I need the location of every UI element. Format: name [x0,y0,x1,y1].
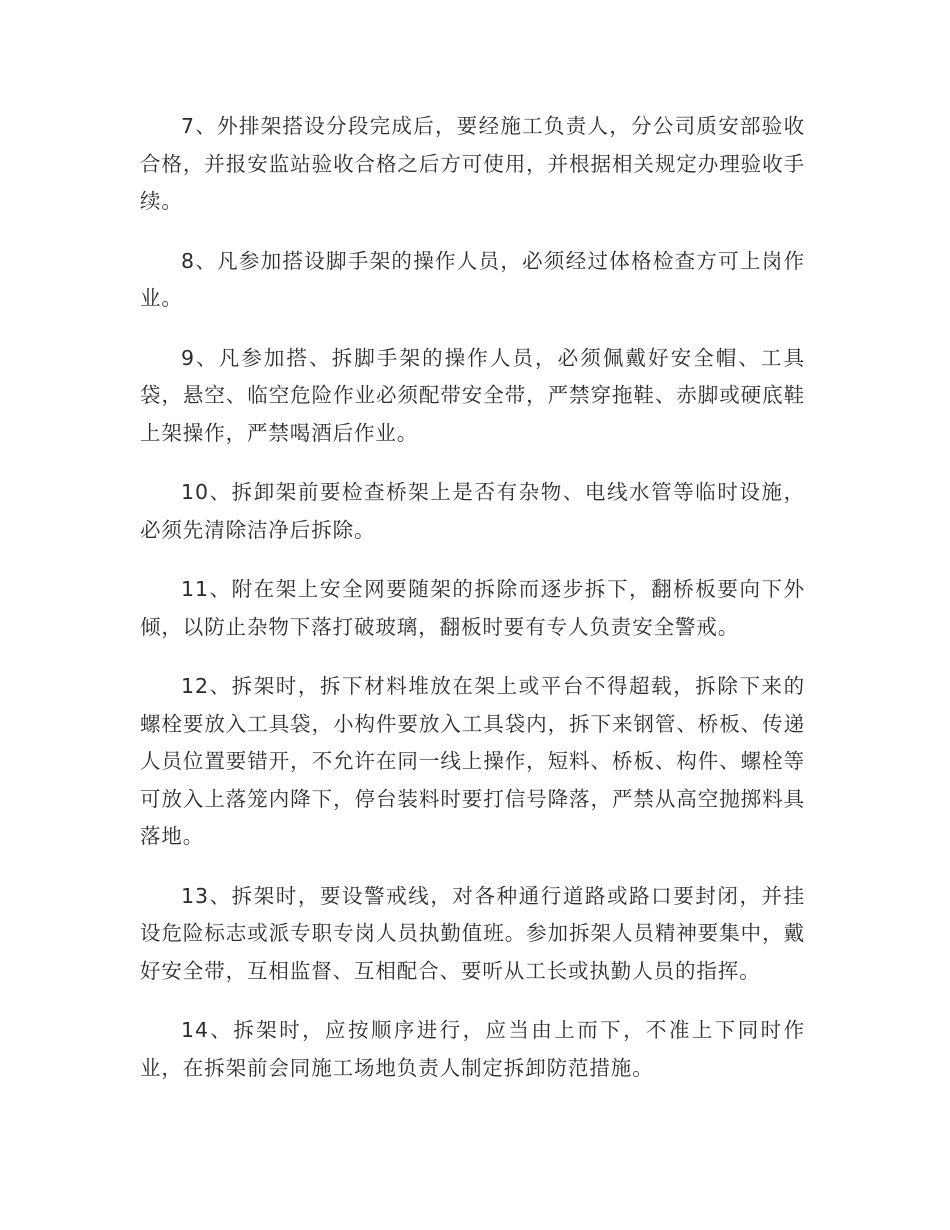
paragraph-item-7: 7、外排架搭设分段完成后，要经施工负责人，分公司质安部验收合格，并报安监站验收合格之后方可使用，并根据相关规定办理验收手续。 [140,114,805,213]
paragraph-item-12: 12、拆架时，拆下材料堆放在架上或平台不得超载，拆除下来的螺栓要放入工具袋，小构件要放入工具袋内，拆下来钢管、桥板、传递人员位置要错开，不允许在同一线上操作，短料、桥板、构件、螺栓等可放入上落笼内降下，停台装料时要打信号降落，严禁从高空抛掷料具落地。 [140,674,805,848]
paragraph-item-13: 13、拆架时，要设警戒线，对各种通行道路或路口要封闭，并挂设危险标志或派专职专岗人员执勤值班。参加拆架人员精神要集中，戴好安全带，互相监督、互相配合、要听从工长或执勤人员的指挥。 [140,883,805,983]
paragraph-item-14: 14、拆架时，应按顺序进行，应当由上而下，不准上下同时作业，在拆架前会同施工场地负责人制定拆卸防范措施。 [140,1018,805,1080]
document-body [140,108,805,1109]
paragraph-item-11: 11、附在架上安全网要随架的拆除而逐步拆下，翻桥板要向下外倾，以防止杂物下落打破玻璃，翻板时要有专人负责安全警戒。 [140,577,805,639]
paragraph-item-8: 8、凡参加搭设脚手架的操作人员，必须经过体格检查方可上岗作业。 [140,248,805,310]
paragraph-item-10: 10、拆卸架前要检查桥架上是否有杂物、电线水管等临时设施，必须先清除洁净后拆除。 [140,480,805,542]
paragraph-item-9: 9、凡参加搭、拆脚手架的操作人员，必须佩戴好安全帽、工具袋，悬空、临空危险作业必须配带安全带，严禁穿拖鞋、赤脚或硬底鞋上架操作，严禁喝酒后作业。 [140,345,805,445]
